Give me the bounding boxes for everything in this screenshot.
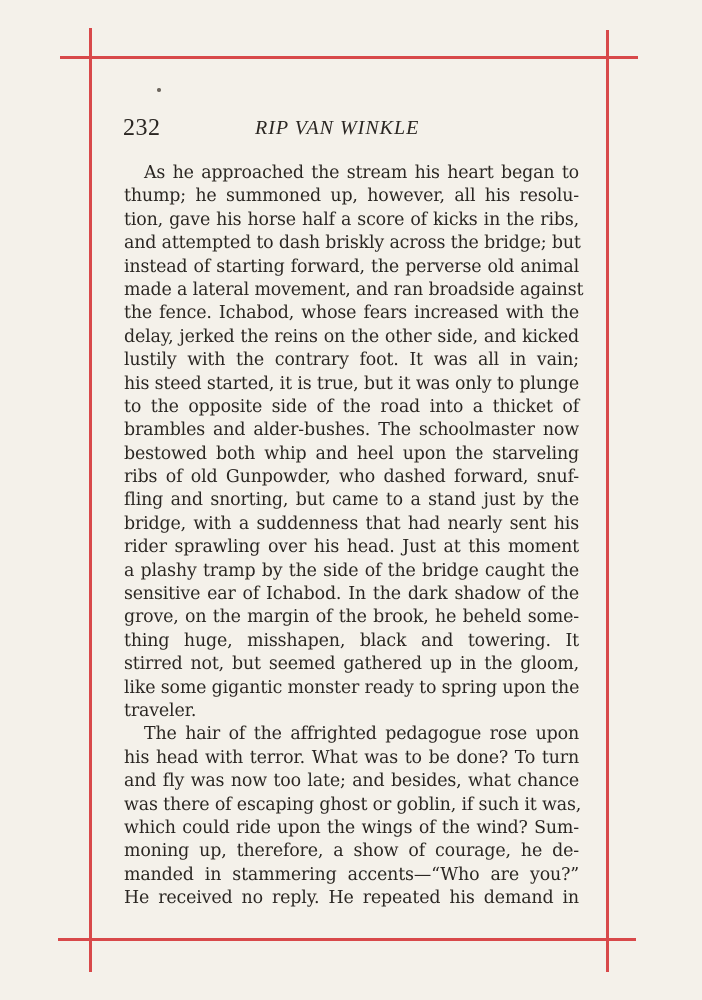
running-title: RIP VAN WINKLE xyxy=(255,117,420,139)
text-line: the fence. Ichabod, whose fears increased with the xyxy=(124,303,579,324)
border-rule-right xyxy=(606,30,609,972)
text-line: thump; he summoned up, however, all his resolu- xyxy=(124,186,579,207)
text-line: and fly was now too late; and besides, what chance xyxy=(124,771,579,792)
border-rule-top xyxy=(60,56,638,59)
text-line: brambles and alder-bushes. The schoolmaster now xyxy=(124,420,579,441)
border-rule-bottom xyxy=(58,938,636,941)
text-line: As he approached the stream his heart began to xyxy=(144,163,579,183)
text-line: rider sprawling over his head. Just at this moment xyxy=(124,537,579,558)
text-line: tion, gave his horse half a score of kicks in the ribs, xyxy=(124,209,579,230)
text-line: instead of starting forward, the perverse old animal xyxy=(124,256,579,277)
text-line: sensitive ear of Ichabod. In the dark shadow of the xyxy=(124,584,579,605)
text-line: like some gigantic monster ready to spring upon the xyxy=(124,677,580,698)
running-head xyxy=(123,114,577,144)
text-line: his head with terror. What was to be done? To turn xyxy=(124,747,579,768)
text-line: made a lateral movement, and ran broadside against xyxy=(124,279,584,300)
text-line: fling and snorting, but came to a stand just by the xyxy=(124,490,579,511)
text-line: bridge, with a suddenness that had nearly sent his xyxy=(124,513,579,534)
text-line: delay, jerked the reins on the other side, and kicked xyxy=(124,326,579,347)
text-line: manded in stammering accents—“Who are you?” xyxy=(124,864,579,885)
text-line: The hair of the affrighted pedagogue rose upon xyxy=(144,724,579,745)
text-line: was there of escaping ghost or goblin, if such it was, xyxy=(124,794,582,815)
text-line: and attempted to dash briskly across the bridge; but xyxy=(124,233,581,254)
text-line: traveler. xyxy=(124,700,197,721)
text-line: moning up, therefore, a show of courage, he de- xyxy=(124,841,579,862)
text-line: grove, on the margin of the brook, he beheld some- xyxy=(124,607,579,628)
body-text xyxy=(124,162,584,911)
text-line: bestowed both whip and heel upon the starveling xyxy=(124,443,579,464)
paper-speck xyxy=(157,88,161,92)
text-line: his steed started, it is true, but it was only to plunge xyxy=(124,373,579,394)
page-number: 232 xyxy=(123,115,161,141)
border-rule-left xyxy=(89,28,92,972)
text-line: to the opposite side of the road into a thicket of xyxy=(124,396,579,417)
text-line: which could ride upon the wings of the wind? Sum- xyxy=(124,817,579,838)
text-line: He received no reply. He repeated his demand in xyxy=(124,888,579,909)
text-line: stirred not, but seemed gathered up in the gloom, xyxy=(124,654,579,675)
text-line: lustily with the contrary foot. It was all in vain; xyxy=(124,350,579,371)
text-line: ribs of old Gunpowder, who dashed forward, snuf- xyxy=(124,467,579,488)
text-line: thing huge, misshapen, black and towering. It xyxy=(124,630,579,651)
text-line: a plashy tramp by the side of the bridge caught the xyxy=(124,560,579,581)
